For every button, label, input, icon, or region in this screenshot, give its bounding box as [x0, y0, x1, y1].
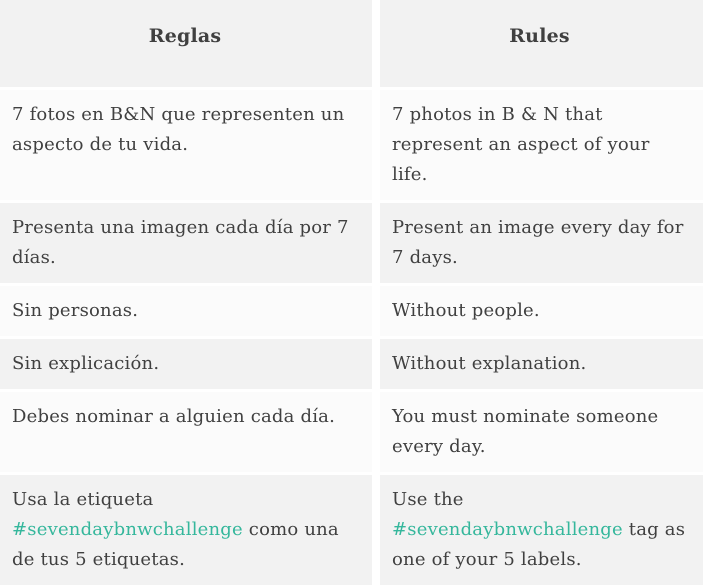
table-cell-es: [0, 392, 372, 472]
table-cell-en: [380, 90, 703, 200]
header-cell-rules: Rules: [380, 0, 703, 87]
text-segment: 7 fotos en B&N que representen un aspecto de tu vida.: [12, 104, 345, 155]
text-segment: Present an image every day for 7 days.: [392, 217, 684, 268]
table-row: [0, 203, 703, 283]
text-segment: 7 photos in B & N that represent an aspect of your life.: [392, 104, 650, 185]
table-row: [0, 475, 703, 585]
table-cell-es: [0, 286, 372, 336]
table-cell-en: [380, 392, 703, 472]
table-cell-es: [0, 475, 372, 585]
table-cell-en: [380, 203, 703, 283]
hashtag-link[interactable]: #sevendaybnwchallenge: [12, 519, 243, 540]
hashtag-link[interactable]: #sevendaybnwchallenge: [392, 519, 623, 540]
text-segment: tag as one of your 5 labels.: [392, 519, 686, 570]
table-cell-es: [0, 90, 372, 200]
table-cell-es: [0, 339, 372, 389]
table-cell-es: [0, 203, 372, 283]
text-segment: Sin explicación.: [12, 353, 160, 374]
table-row: [0, 286, 703, 336]
table-row: [0, 339, 703, 389]
table-row: [0, 392, 703, 472]
table-row: [0, 90, 703, 200]
text-segment: Without explanation.: [392, 353, 587, 374]
text-segment: Use the: [392, 489, 464, 510]
table-cell-en: [380, 286, 703, 336]
text-segment: Without people.: [392, 300, 540, 321]
table-cell-en: [380, 339, 703, 389]
table-cell-en: [380, 475, 703, 585]
header-row: [0, 0, 703, 87]
text-segment: Sin personas.: [12, 300, 139, 321]
text-segment: Debes nominar a alguien cada día.: [12, 406, 336, 427]
text-segment: You must nominate someone every day.: [392, 406, 659, 457]
header-cell-reglas: Reglas: [0, 0, 372, 87]
text-segment: como una de tus 5 etiquetas.: [12, 519, 339, 570]
text-segment: Presenta una imagen cada día por 7 días.: [12, 217, 349, 268]
text-segment: Usa la etiqueta: [12, 489, 154, 510]
